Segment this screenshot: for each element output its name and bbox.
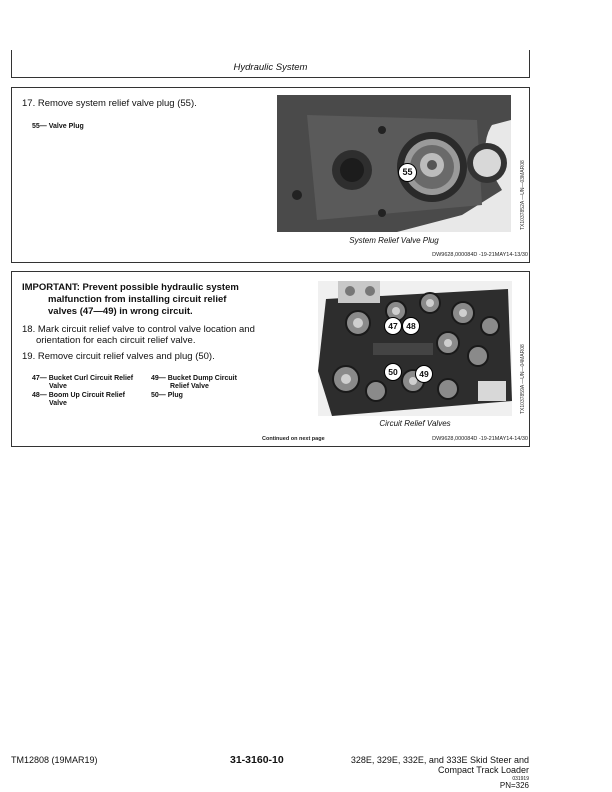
figure-code-2: TX1037859A —UN—04MAR08	[520, 344, 526, 414]
important-line-2: malfunction from installing circuit relief	[48, 294, 227, 305]
section-step-18-19	[11, 271, 530, 447]
footer-small-code: 031919	[512, 776, 529, 782]
legend-48: 48— Boom Up Circuit Relief	[32, 392, 125, 399]
important-line-1: IMPORTANT: Prevent possible hydraulic system	[22, 282, 239, 293]
footer-model-line-1: 328E, 329E, 332E, and 333E Skid Steer and	[350, 755, 529, 765]
step-19-text: 19. Remove circuit relief valves and plug (50).	[22, 351, 215, 362]
valve-plug-illustration	[277, 95, 511, 232]
valve-plug-photo	[277, 95, 511, 232]
caption-2: Circuit Relief Valves	[379, 419, 451, 428]
ref-code-1: DW9628,000084D -19-21MAY14-13/30	[432, 252, 528, 258]
figure-code-1: TX1037852A —UN—03MAR08	[520, 160, 526, 230]
important-line-3: valves (47—49) in wrong circuit.	[48, 306, 193, 317]
legend-55: 55— Valve Plug	[32, 123, 84, 130]
footer-page-number: 31-3160-10	[230, 754, 284, 766]
section-step-17	[11, 87, 530, 263]
callout-47: 47	[384, 317, 402, 335]
legend-49-cont: Relief Valve	[170, 383, 209, 390]
ref-code-2: DW9628,000084D -19-21MAY14-14/30	[432, 436, 528, 442]
callout-50: 50	[384, 363, 402, 381]
footer-pn: PN=326	[499, 781, 529, 790]
legend-49: 49— Bucket Dump Circuit	[151, 375, 237, 382]
legend-50: 50— Plug	[151, 392, 183, 399]
callout-55: 55	[398, 163, 417, 182]
legend-47: 47— Bucket Curl Circuit Relief	[32, 375, 134, 382]
footer-doc-id: TM12808 (19MAR19)	[11, 755, 98, 765]
footer-model-line-2: Compact Track Loader	[437, 765, 529, 775]
page-title: Hydraulic System	[233, 62, 308, 73]
step-18-line-1: 18. Mark circuit relief valve to control valve location and	[22, 324, 255, 335]
relief-valves-photo	[318, 281, 512, 416]
callout-48: 48	[402, 317, 420, 335]
legend-48-cont: Valve	[49, 400, 67, 407]
step-18-line-2: orientation for each circuit relief valve.	[36, 335, 196, 346]
callout-49: 49	[415, 365, 433, 383]
header-rule	[11, 77, 530, 78]
caption-1: System Relief Valve Plug	[349, 236, 439, 245]
legend-47-cont: Valve	[49, 383, 67, 390]
continued-note: Continued on next page	[262, 436, 325, 442]
relief-valves-illustration	[318, 281, 512, 416]
step-17-text: 17. Remove system relief valve plug (55).	[22, 98, 197, 109]
